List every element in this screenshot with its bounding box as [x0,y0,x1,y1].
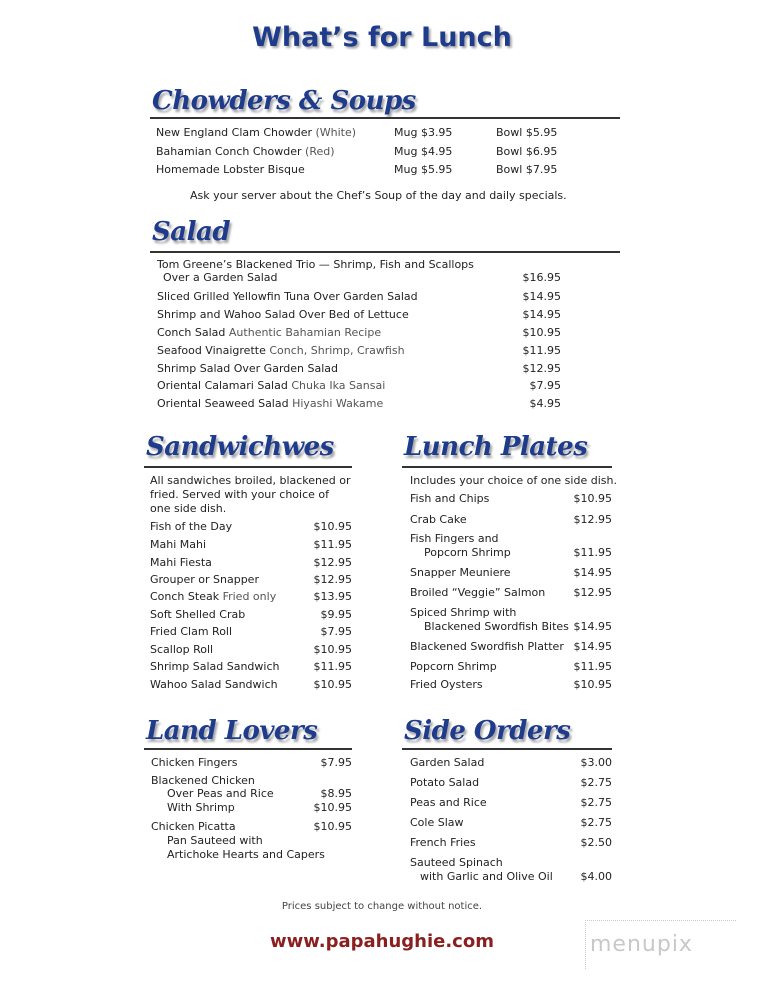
sandwich-row [150,625,232,639]
side-row-line2: with Garlic and Olive Oil [420,870,553,883]
salad-price: $14.95 [522,290,561,303]
sandwich-price: $10.95 [313,678,352,691]
plate-price: $10.95 [573,492,612,505]
sandwich-price: $7.95 [320,625,352,638]
salad-row [157,258,474,272]
land-row: Blackened Chicken [151,774,255,787]
land-row-sub: With Shrimp [167,801,235,814]
item-name: Sliced Grilled Yellowfin Tuna Over Garden Salad [157,290,418,303]
sandwich-row [150,643,213,657]
chowders-divider [150,117,620,119]
mug-price: Mug $5.95 [394,163,453,176]
bowl-price: Bowl $7.95 [496,163,558,176]
item-desc: Authentic Bahamian Recipe [228,326,382,339]
plate-row: Spiced Shrimp with [410,606,517,619]
plate-row: Fried Oysters [410,678,483,691]
item-name: New England Clam Chowder [156,126,312,139]
item-name: Shrimp and Wahoo Salad Over Bed of Lettuce [157,308,409,321]
land-price: $10.95 [313,801,352,814]
item-desc: (Red) [305,145,335,158]
chowders-heading: Chowders & Soups [152,86,416,116]
sandwich-price: $12.95 [313,556,352,569]
side-price: $2.75 [580,816,612,829]
side-price: $2.75 [580,796,612,809]
salad-price: $16.95 [522,271,561,284]
sandwich-row [150,590,276,604]
chowder-row [156,145,576,159]
plate-price: $11.95 [573,546,612,559]
salad-row [157,326,381,340]
sandwich-row [150,678,278,692]
land-row: Chicken Picatta [151,820,236,833]
side-orders-heading: Side Orders [404,716,571,746]
salad-row [157,290,418,304]
side-orders-divider [402,748,612,750]
plate-price: $11.95 [573,660,612,673]
item-desc: — Shrimp, Fish and Scallops [318,258,474,271]
side-price: $3.00 [580,756,612,769]
salad-price: $14.95 [522,308,561,321]
salad-row [157,308,409,322]
land-lovers-divider [144,748,352,750]
side-row: French Fries [410,836,476,849]
land-row-sub: Over Peas and Rice [167,787,274,800]
item-desc: Fried only [222,590,277,603]
salad-divider [150,251,620,253]
plate-price: $14.95 [573,620,612,633]
salad-row [157,344,405,358]
side-row: Cole Slaw [410,816,464,829]
item-name: Bahamian Conch Chowder [156,145,302,158]
mug-price: Mug $3.95 [394,126,453,139]
lunch-plates-heading: Lunch Plates [404,432,588,462]
side-price: $2.75 [580,776,612,789]
plate-row-line2: Blackened Swordfish Bites [424,620,569,633]
plate-row: Fish Fingers and [410,532,499,545]
page-title: What’s for Lunch [252,22,512,53]
item-desc: (White) [315,126,357,139]
item-name: Conch Steak [150,590,220,603]
chowder-row [156,163,576,177]
website-link[interactable]: www.papahughie.com [270,931,494,952]
item-desc: Chuka Ika Sansai [291,379,386,392]
item-name: Seafood Vinaigrette [157,344,266,357]
salad-heading: Salad [152,217,231,247]
sandwich-row [150,538,206,552]
sandwich-price: $12.95 [313,573,352,586]
sandwiches-intro-line: All sandwiches broiled, blackened or [150,474,351,487]
chowder-note: Ask your server about the Chef’s Soup of the day and daily specials. [190,189,567,202]
side-row: Garden Salad [410,756,485,769]
land-row-sub: Pan Sauteed with [167,834,263,847]
price-disclaimer: Prices subject to change without notice. [281,901,483,912]
sandwich-price: $11.95 [313,660,352,673]
side-price: $4.00 [580,870,612,883]
land-row-sub: Artichoke Hearts and Capers [167,848,325,861]
item-name: Fried Clam Roll [150,625,233,638]
item-name: Oriental Calamari Salad [157,379,288,392]
sandwiches-heading: Sandwichwes [146,432,334,462]
sandwich-price: $11.95 [313,538,352,551]
watermark-logo: menupix [590,932,693,957]
plate-row: Snapper Meuniere [410,566,511,579]
plate-price: $12.95 [573,586,612,599]
item-name: Conch Salad [157,326,226,339]
sandwich-price: $9.95 [320,608,352,621]
sandwiches-intro-line: one side dish. [150,502,227,515]
item-name: Soft Shelled Crab [150,608,246,621]
sandwich-price: $13.95 [313,590,352,603]
plate-price: $10.95 [573,678,612,691]
sandwich-price: $10.95 [313,643,352,656]
sandwich-row [150,520,232,534]
sandwich-row [150,660,279,674]
salad-price: $12.95 [522,362,561,375]
plate-price: $14.95 [573,566,612,579]
item-desc: Hiyashi Wakame [292,397,384,410]
plate-row: Crab Cake [410,513,467,526]
plate-row: Blackened Swordfish Platter [410,640,564,653]
plate-row: Broiled “Veggie” Salmon [410,586,546,599]
item-name: Homemade Lobster Bisque [156,163,305,176]
plate-price: $12.95 [573,513,612,526]
sandwich-price: $10.95 [313,520,352,533]
salad-price: $7.95 [529,379,561,392]
chowder-row [156,126,576,140]
item-name: Scallop Roll [150,643,214,656]
sandwich-row [150,608,245,622]
item-name: Oriental Seaweed Salad [157,397,289,410]
land-price: $10.95 [313,820,352,833]
item-name: Shrimp Salad Sandwich [150,660,280,673]
salad-row [157,362,338,376]
sandwich-row [150,556,212,570]
side-row: Peas and Rice [410,796,487,809]
item-name: Grouper or Snapper [150,573,259,586]
mug-price: Mug $4.95 [394,145,453,158]
plate-row-line2: Popcorn Shrimp [424,546,511,559]
item-name: Mahi Mahi [150,538,207,551]
plate-price: $14.95 [573,640,612,653]
salad-row [157,397,383,411]
side-row: Potato Salad [410,776,480,789]
plate-row: Popcorn Shrimp [410,660,497,673]
item-name: Fish of the Day [150,520,233,533]
salad-row [157,379,385,393]
salad-price: $11.95 [522,344,561,357]
item-name: Mahi Fiesta [150,556,212,569]
bowl-price: Bowl $5.95 [496,126,558,139]
salad-price: $10.95 [522,326,561,339]
sandwiches-intro-line: fried. Served with your choice of [150,488,330,501]
sandwich-row [150,573,259,587]
item-name: Wahoo Salad Sandwich [150,678,278,691]
plate-row: Fish and Chips [410,492,490,505]
land-lovers-heading: Land Lovers [146,716,318,746]
lunch-plates-divider [402,466,612,468]
side-price: $2.50 [580,836,612,849]
bowl-price: Bowl $6.95 [496,145,558,158]
land-row: Chicken Fingers [151,756,238,769]
land-price: $7.95 [320,756,352,769]
land-price: $8.95 [320,787,352,800]
lunch-plates-intro: Includes your choice of one side dish. [410,474,617,487]
side-row: Sauteed Spinach [410,856,503,869]
salad-price: $4.95 [529,397,561,410]
item-desc: Conch, Shrimp, Crawfish [269,344,405,357]
item-name: Tom Greene’s Blackened Trio [157,258,316,271]
item-name: Shrimp Salad Over Garden Salad [157,362,338,375]
sandwiches-divider [144,466,352,468]
salad-row-line2: Over a Garden Salad [163,271,278,284]
